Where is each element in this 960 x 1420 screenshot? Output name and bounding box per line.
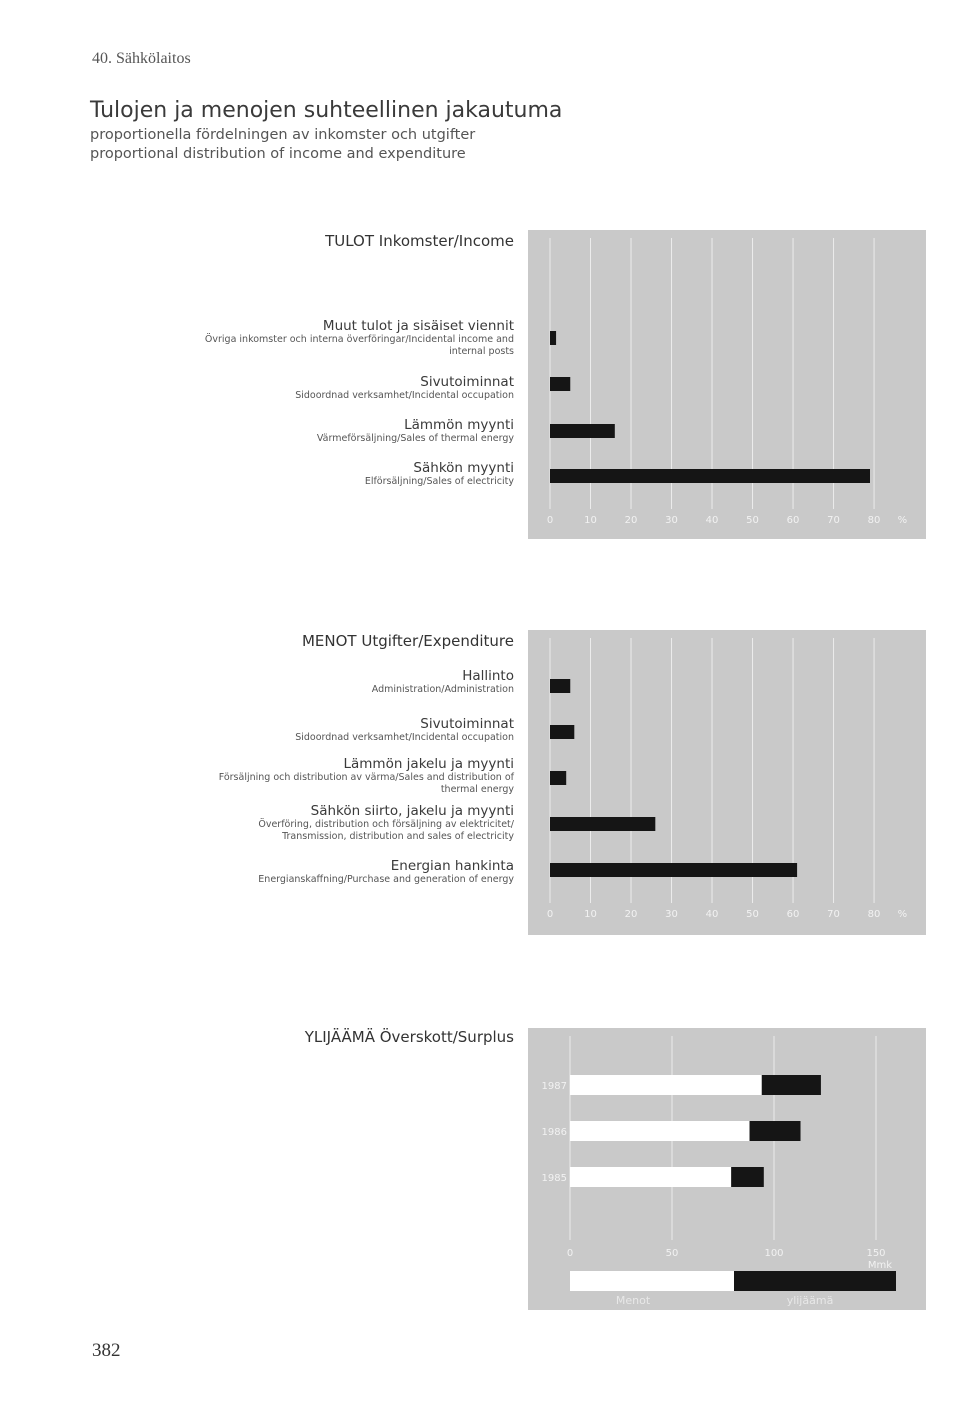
section-label: 40. Sähkölaitos <box>92 50 191 67</box>
x-tick-label: 50 <box>746 909 759 920</box>
income-chart <box>528 230 926 539</box>
x-tick-label: 70 <box>827 515 840 526</box>
legend-label-surplus: ylijäämä <box>786 1294 834 1307</box>
category-label <box>295 716 514 744</box>
category-label-main: Sivutoiminnat <box>420 716 514 732</box>
category-label <box>295 374 514 402</box>
category-label-sub: Övriga inkomster och interna överföringar/Incidental income and <box>204 334 514 345</box>
bar <box>550 817 655 831</box>
x-tick-label: 30 <box>665 909 678 920</box>
bar-surplus <box>762 1075 821 1095</box>
category-label-sub: Administration/Administration <box>371 684 514 695</box>
category-label-sub: Sidoordnad verksamhet/Incidental occupation <box>295 390 514 401</box>
expenditure-heading: MENOT Utgifter/Expenditure <box>301 632 514 650</box>
category-label-main: Energian hankinta <box>390 858 514 874</box>
x-tick-label: 50 <box>665 1248 679 1259</box>
page-title: Tulojen ja menojen suhteellinen jakautuma <box>90 98 563 123</box>
x-tick-label: 10 <box>584 515 597 526</box>
bar-surplus <box>731 1167 764 1187</box>
bar-menot <box>570 1075 762 1095</box>
x-unit-label: % <box>897 909 908 920</box>
x-tick-label: 80 <box>867 909 881 920</box>
category-label <box>258 803 514 843</box>
category-label-sub: Sidoordnad verksamhet/Incidental occupation <box>295 732 514 743</box>
subtitle-swedish: proportionella fördelningen av inkomster och utgifter <box>90 127 476 143</box>
x-tick-label: 30 <box>665 515 678 526</box>
expenditure-chart <box>528 630 926 935</box>
bar <box>550 469 870 483</box>
bar <box>550 771 566 785</box>
category-label-main: Sähkön myynti <box>413 460 514 476</box>
x-tick-label: 70 <box>827 909 840 920</box>
bar <box>550 377 570 391</box>
year-label: 1986 <box>541 1127 567 1138</box>
category-label-sub: Transmission, distribution and sales of electricity <box>282 831 514 842</box>
surplus-heading: YLIJÄÄMÄ Överskott/Surplus <box>304 1028 514 1046</box>
x-tick-label: 0 <box>546 515 554 526</box>
category-label-sub: Elförsäljning/Sales of electricity <box>364 476 514 487</box>
x-tick-label: 40 <box>705 909 719 920</box>
year-label: 1987 <box>541 1081 567 1092</box>
x-tick-label: 80 <box>867 515 881 526</box>
category-label-main: Sivutoiminnat <box>420 374 514 390</box>
category-label <box>219 756 514 796</box>
category-label <box>258 858 514 886</box>
category-label-sub: thermal energy <box>440 784 514 795</box>
category-label-main: Lämmön jakelu ja myynti <box>343 756 514 772</box>
category-label <box>317 417 514 445</box>
category-label <box>372 668 514 696</box>
surplus-chart <box>528 1028 926 1310</box>
x-tick-label: 20 <box>624 909 638 920</box>
category-label-main: Muut tulot ja sisäiset viennit <box>322 318 514 334</box>
bar-surplus <box>750 1121 801 1141</box>
bar <box>550 679 570 693</box>
x-tick-label: 150 <box>866 1248 886 1259</box>
category-label <box>205 318 514 358</box>
category-label-main: Lämmön myynti <box>404 417 514 433</box>
income-heading: TULOT Inkomster/Income <box>325 232 514 250</box>
x-tick-label: 60 <box>786 515 800 526</box>
bar <box>550 863 797 877</box>
bar <box>550 331 556 345</box>
x-tick-label: 20 <box>624 515 638 526</box>
bar <box>550 725 574 739</box>
category-label-sub: Värmeförsäljning/Sales of thermal energy <box>316 433 514 444</box>
legend-swatch-menot <box>570 1271 734 1291</box>
x-tick-label: 0 <box>566 1248 574 1259</box>
x-unit-label: Mmk <box>867 1260 893 1271</box>
category-label-main: Sähkön siirto, jakelu ja myynti <box>310 803 514 819</box>
x-tick-label: 40 <box>705 515 719 526</box>
x-tick-label: 10 <box>584 909 597 920</box>
category-label-sub: Försäljning och distribution av värma/Sales and distribution of <box>218 772 514 783</box>
x-tick-label: 0 <box>546 909 554 920</box>
category-label-sub: Energianskaffning/Purchase and generation of energy <box>258 874 514 885</box>
x-tick-label: 100 <box>764 1248 784 1259</box>
bar-menot <box>570 1121 750 1141</box>
x-tick-label: 60 <box>786 909 800 920</box>
bar <box>550 424 615 438</box>
x-tick-label: 50 <box>746 515 759 526</box>
year-label: 1985 <box>541 1173 567 1184</box>
legend-label-menot: Menot <box>615 1294 651 1307</box>
category-label <box>365 460 514 488</box>
category-label-sub: internal posts <box>449 346 514 357</box>
x-unit-label: % <box>897 515 908 526</box>
legend-swatch-surplus <box>734 1271 896 1291</box>
chart-panel <box>528 230 926 539</box>
category-label-sub: Överföring, distribution och försäljning av elektricitet/ <box>258 819 514 830</box>
subtitle-english: proportional distribution of income and expenditure <box>90 146 466 162</box>
chart-panel <box>528 630 926 935</box>
page-number: 382 <box>92 1340 121 1361</box>
bar-menot <box>570 1167 731 1187</box>
category-label-main: Hallinto <box>462 668 514 684</box>
